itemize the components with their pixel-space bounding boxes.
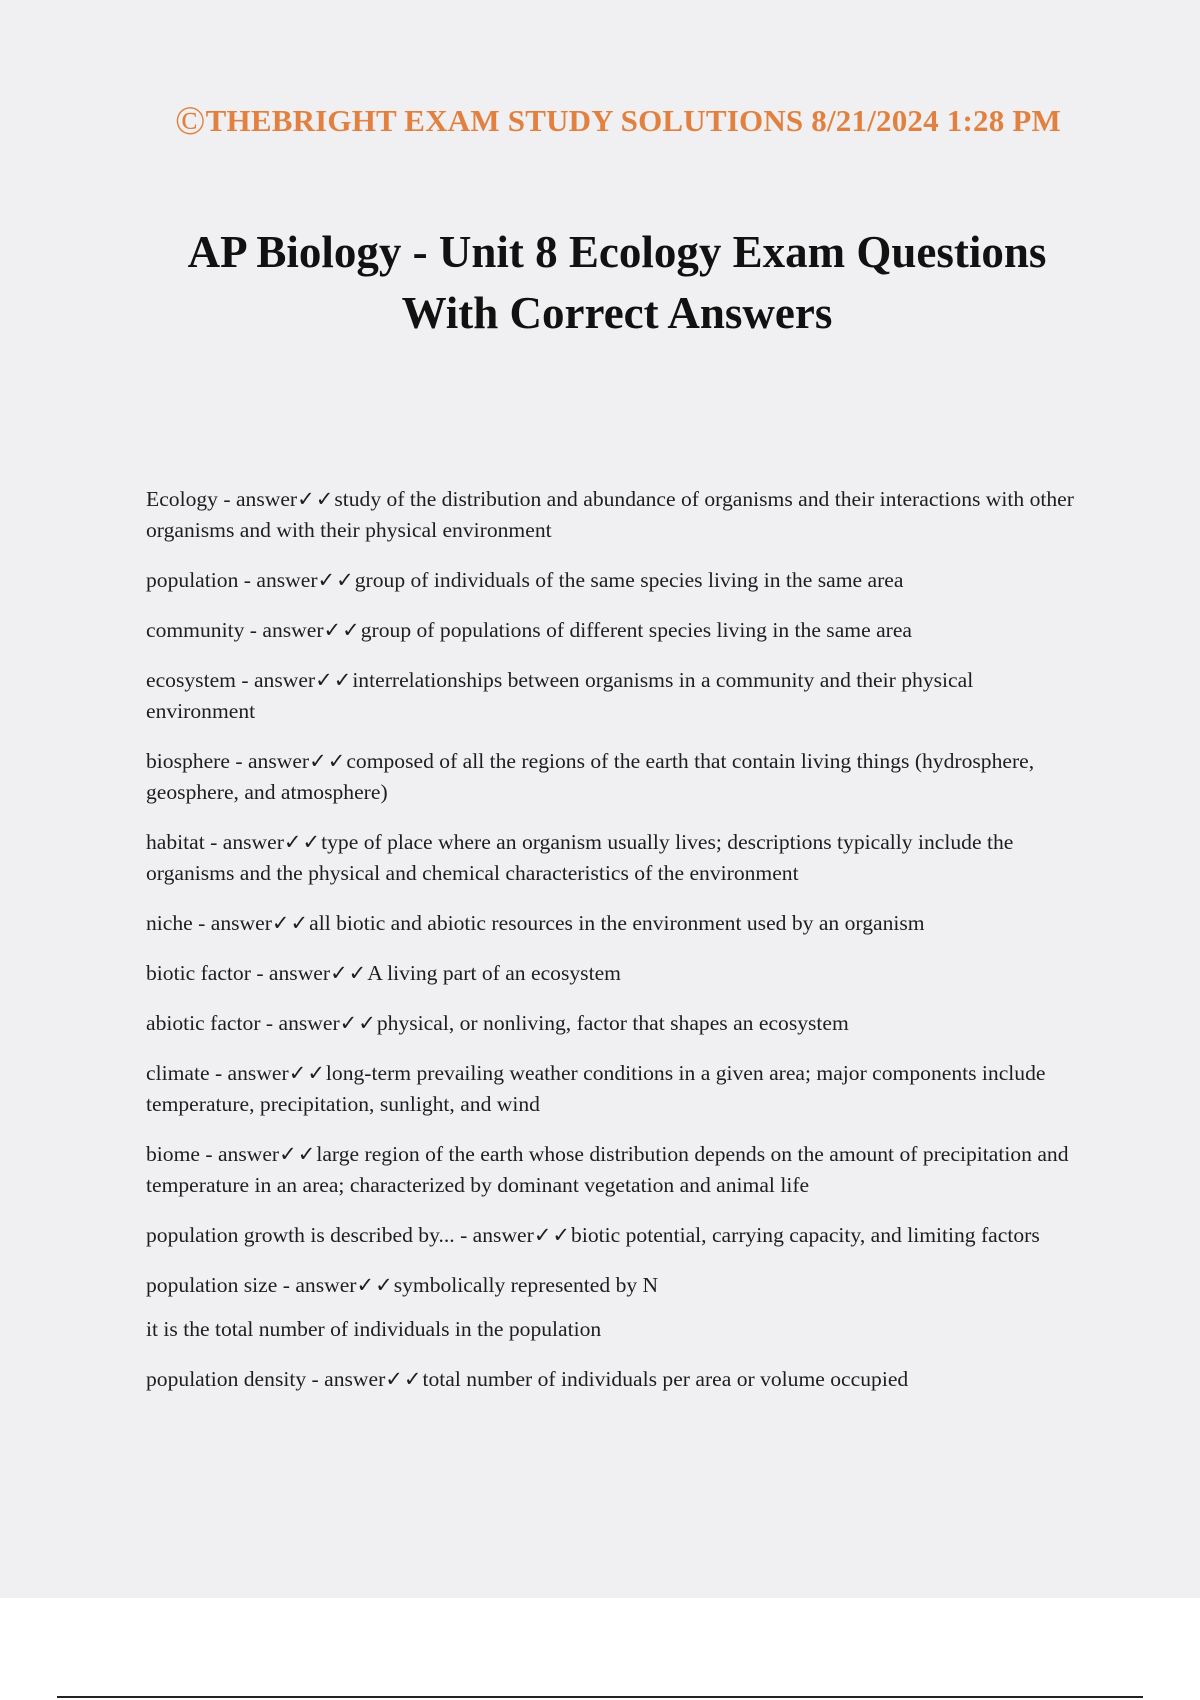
- title-line-1: AP Biology - Unit 8 Ecology Exam Questions: [187, 227, 1047, 277]
- qa-answer: physical, or nonliving, factor that shapes an ecosystem: [376, 1011, 849, 1035]
- title-line-2: With Correct Answers: [401, 288, 833, 338]
- qa-answer: type of place where an organism usually lives; descriptions typically include the organisms and the physical and chemical characteristics of the environment: [146, 830, 1014, 885]
- qa-term: biosphere: [146, 749, 230, 773]
- qa-term: biome: [146, 1142, 200, 1166]
- footer-divider: [57, 1696, 1143, 1698]
- qa-term: abiotic factor: [146, 1011, 261, 1035]
- watermark-header: [0, 97, 1200, 144]
- qa-entry: [146, 1139, 1080, 1201]
- qa-answer: all biotic and abiotic resources in the environment used by an organism: [309, 911, 925, 935]
- qa-term: biotic factor: [146, 961, 251, 985]
- qa-separator: - answer: [204, 830, 284, 854]
- qa-answer: group of individuals of the same species living in the same area: [354, 568, 904, 592]
- copyright-icon: ©: [175, 98, 206, 143]
- checkmark-icon: ✓✓: [297, 487, 335, 511]
- qa-term: niche: [146, 911, 193, 935]
- checkmark-icon: ✓✓: [330, 961, 368, 985]
- qa-separator: - answer: [235, 668, 316, 692]
- qa-entry: [146, 665, 1080, 727]
- qa-separator: - answer: [277, 1273, 357, 1297]
- qa-answer: large region of the earth whose distribution depends on the amount of precipitation and temperature in an area; characterized by dominant vegetation and animal life: [146, 1142, 1069, 1197]
- checkmark-icon: ✓✓: [533, 1223, 572, 1247]
- checkmark-icon: ✓✓: [309, 749, 347, 773]
- checkmark-icon: ✓✓: [288, 1061, 326, 1085]
- qa-term: ecosystem: [146, 668, 236, 692]
- checkmark-icon: ✓✓: [339, 1011, 377, 1035]
- qa-term: population size: [146, 1273, 278, 1297]
- qa-separator: - answer: [250, 961, 331, 985]
- qa-separator: - answer: [192, 911, 272, 935]
- checkmark-icon: ✓✓: [315, 668, 353, 692]
- qa-entry: [146, 958, 1080, 989]
- qa-answer: interrelationships between organisms in a community and their physical environment: [146, 668, 974, 723]
- qa-separator: - answer: [454, 1223, 534, 1247]
- checkmark-icon: ✓✓: [317, 568, 355, 592]
- qa-entry: [146, 908, 1080, 939]
- qa-entry: [146, 746, 1080, 808]
- qa-entry: [146, 1364, 1080, 1395]
- qa-answer: biotic potential, carrying capacity, and limiting factors: [571, 1223, 1040, 1247]
- qa-answer: it is the total number of individuals in the population: [146, 1317, 602, 1341]
- qa-term: Ecology: [146, 487, 218, 511]
- qa-separator: - answer: [217, 487, 298, 511]
- document-title: [100, 222, 1134, 344]
- qa-separator: - answer: [199, 1142, 280, 1166]
- qa-entry: [146, 827, 1080, 889]
- qa-list: [146, 484, 1080, 1414]
- qa-separator: - answer: [306, 1367, 386, 1391]
- qa-separator: - answer: [209, 1061, 289, 1085]
- qa-entry: [146, 1008, 1080, 1039]
- checkmark-icon: ✓✓: [356, 1273, 394, 1297]
- qa-term: community: [146, 618, 245, 642]
- qa-term: habitat: [146, 830, 205, 854]
- checkmark-icon: ✓✓: [279, 1142, 317, 1166]
- qa-answer: symbolically represented by N: [393, 1273, 659, 1297]
- qa-entry: [146, 1058, 1080, 1120]
- qa-separator: - answer: [229, 749, 310, 773]
- qa-term: population: [146, 568, 239, 592]
- qa-separator: - answer: [260, 1011, 340, 1035]
- qa-answer: group of populations of different species living in the same area: [360, 618, 913, 642]
- checkmark-icon: ✓✓: [271, 911, 310, 935]
- qa-entry: [146, 565, 1080, 596]
- qa-separator: - answer: [244, 618, 324, 642]
- qa-answer: composed of all the regions of the earth that contain living things (hydrosphere, geosphere, and atmosphere): [146, 749, 1035, 804]
- checkmark-icon: ✓✓: [385, 1367, 423, 1391]
- watermark-text: THEBRIGHT EXAM STUDY SOLUTIONS 8/21/2024 1:28 PM: [205, 103, 1061, 138]
- qa-answer: long-term prevailing weather conditions in a given area; major components include temperature, precipitation, sunlight, and wind: [146, 1061, 1046, 1116]
- qa-term: climate: [146, 1061, 210, 1085]
- qa-answer: A living part of an ecosystem: [367, 961, 621, 985]
- qa-entry: [146, 615, 1080, 646]
- checkmark-icon: ✓✓: [283, 830, 322, 854]
- qa-entry: [146, 1220, 1080, 1251]
- qa-continuation: [146, 1314, 1080, 1345]
- qa-separator: - answer: [238, 568, 318, 592]
- qa-term: population growth is described by...: [146, 1223, 455, 1247]
- qa-answer: total number of individuals per area or volume occupied: [422, 1367, 909, 1391]
- qa-entry: [146, 1270, 1080, 1301]
- qa-answer: study of the distribution and abundance of organisms and their interactions with other organisms and with their physical environment: [146, 487, 1074, 542]
- checkmark-icon: ✓✓: [323, 618, 361, 642]
- qa-entry: [146, 484, 1080, 546]
- qa-term: population density: [146, 1367, 307, 1391]
